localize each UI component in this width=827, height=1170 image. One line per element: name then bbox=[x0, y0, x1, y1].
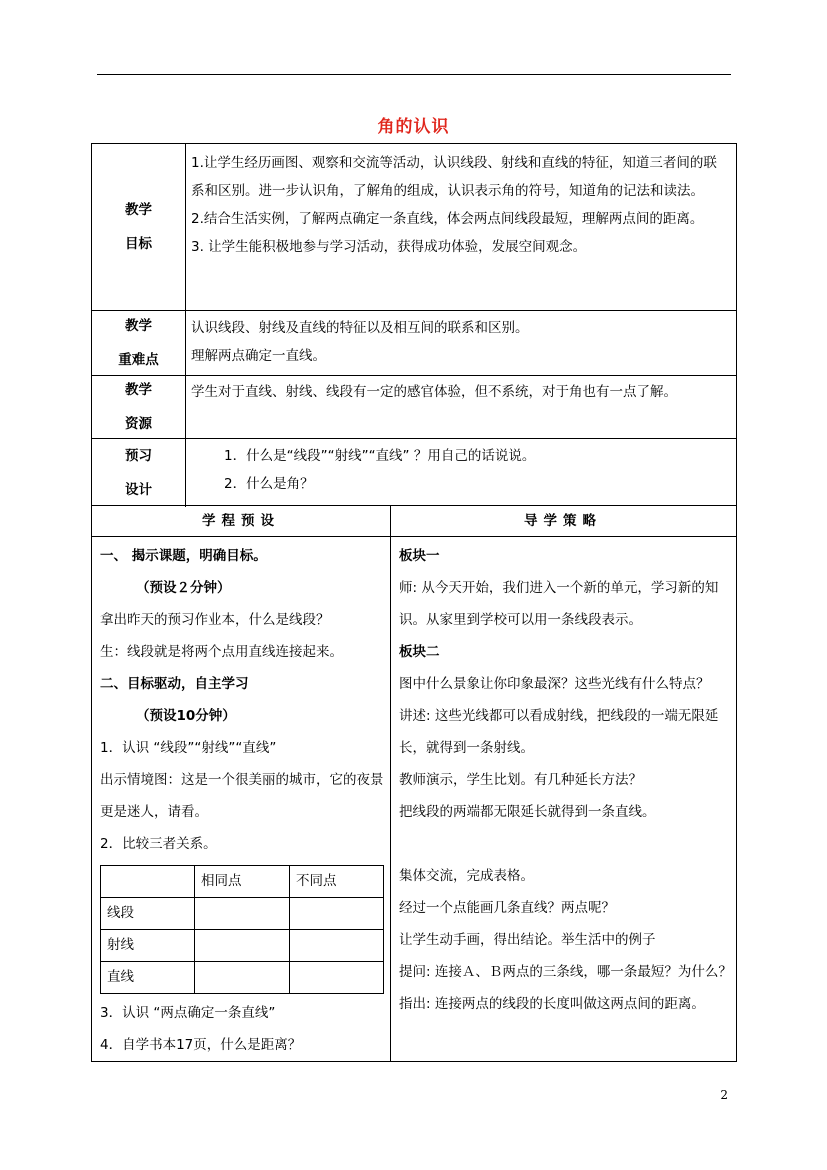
compare-cell bbox=[290, 898, 384, 930]
block2-line: 把线段的两端都无限延长就得到一条直线。 bbox=[399, 804, 656, 820]
section1-line: 拿出昨天的预习作业本，什么是线段？ bbox=[100, 612, 330, 628]
block2-line: 提问: 连接Ａ、Ｂ两点的三条线，哪一条最短？为什么？指出: 连接两点的线段的长度叫做这两点间的距离。 bbox=[399, 964, 732, 1012]
preview-row bbox=[92, 439, 736, 507]
compare-header-diff: 不同点 bbox=[290, 866, 384, 898]
goal-item: 3. 让学生能积极地参与学习活动，获得成功体验，发展空间观念。 bbox=[191, 239, 587, 255]
process-header bbox=[92, 506, 736, 537]
block1-text: 师: 从今天开始，我们进入一个新的单元，学习新的知识。从家里到学校可以用一条线段表示。 bbox=[399, 580, 719, 628]
resources-label: 教学 资源 bbox=[92, 376, 186, 438]
compare-corner-cell bbox=[101, 866, 195, 898]
compare-cell bbox=[195, 930, 290, 962]
key-points-content bbox=[186, 311, 736, 370]
learning-process-column bbox=[100, 540, 386, 1061]
compare-row-label: 线段 bbox=[101, 898, 195, 930]
compare-cell bbox=[290, 962, 384, 994]
compare-cell bbox=[195, 898, 290, 930]
compare-row-label: 射线 bbox=[101, 930, 195, 962]
header-right: 导学策略 bbox=[524, 513, 602, 529]
page-number: 2 bbox=[720, 1088, 728, 1102]
header-left: 学程预设 bbox=[202, 513, 280, 529]
section2-time: （预设10分钟） bbox=[136, 708, 236, 724]
compare-table bbox=[100, 865, 384, 994]
block2-line: 图中什么景象让你印象最深？这些光线有什么特点？ bbox=[399, 676, 710, 692]
block1-title: 板块一 bbox=[399, 548, 440, 564]
compare-cell bbox=[195, 962, 290, 994]
goals-content bbox=[186, 144, 736, 261]
section2-line: 出示情境图：这是一个很美丽的城市，它的夜景更是迷人，请看。 bbox=[100, 772, 384, 820]
resource-item: 学生对于直线、射线、线段有一定的感官体验，但不系统，对于角也有一点了解。 bbox=[191, 384, 677, 400]
preview-content bbox=[186, 439, 736, 498]
section2-line: 2．比较三者关系。 bbox=[100, 836, 217, 852]
section2-line: 4．自学书本17页，什么是距离？ bbox=[100, 1037, 302, 1053]
resources-content bbox=[186, 376, 736, 406]
preview-label: 预习 设计 bbox=[92, 439, 186, 507]
preview-item: 2．什么是角？ bbox=[224, 476, 314, 492]
compare-row-label: 直线 bbox=[101, 962, 195, 994]
resources-row bbox=[92, 376, 736, 439]
spacer bbox=[399, 828, 733, 860]
key-points-row bbox=[92, 311, 736, 376]
header-rule bbox=[97, 74, 731, 75]
goals-label: 教学 目标 bbox=[92, 144, 186, 310]
block2-line: 讲述: 这些光线都可以看成射线，把线段的一端无限延长，就得到一条射线。 bbox=[399, 708, 719, 756]
key-point-item: 理解两点确定一直线。 bbox=[191, 348, 326, 364]
block2-line: 集体交流，完成表格。 bbox=[399, 868, 534, 884]
compare-header-same: 相同点 bbox=[195, 866, 290, 898]
compare-cell bbox=[290, 930, 384, 962]
section1-line: 生：线段就是将两个点用直线连接起来。 bbox=[100, 644, 343, 660]
section2-title: 二、目标驱动，自主学习 bbox=[100, 676, 249, 692]
goal-item: 1.让学生经历画图、观察和交流等活动，认识线段、射线和直线的特征，知道三者间的联系和区别。进一步认识角，了解角的组成，认识表示角的符号，知道角的记法和读法。 bbox=[191, 155, 717, 199]
guidance-strategy-column bbox=[399, 540, 733, 1020]
section2-line: 3．认识 “两点确定一条直线” bbox=[100, 1005, 276, 1021]
key-point-item: 认识线段、射线及直线的特征以及相互间的联系和区别。 bbox=[191, 320, 529, 336]
key-points-label: 教学 重难点 bbox=[92, 311, 186, 375]
block2-line: 让学生动手画，得出结论。举生活中的例子 bbox=[399, 932, 656, 948]
column-divider bbox=[390, 506, 391, 1061]
section2-line: 1．认识 “线段”“射线”“直线” bbox=[100, 740, 277, 756]
goals-row bbox=[92, 144, 736, 311]
block2-title: 板块二 bbox=[399, 644, 440, 660]
process-table bbox=[91, 506, 737, 1062]
block2-line: 经过一个点能画几条直线？两点呢？ bbox=[399, 900, 615, 916]
preview-item: 1．什么是“线段”“射线”“直线” ？用自己的话说说。 bbox=[224, 448, 536, 464]
info-table bbox=[91, 143, 737, 506]
page-title: 角的认识 bbox=[377, 117, 450, 137]
goal-item: 2.结合生活实例，了解两点确定一条直线，体会两点间线段最短，理解两点间的距离。 bbox=[191, 211, 704, 227]
section1-title: 一、 揭示课题，明确目标。 bbox=[100, 548, 267, 564]
block2-line: 教师演示，学生比划。有几种延长方法？ bbox=[399, 772, 642, 788]
section1-time: （预设２分钟） bbox=[136, 580, 231, 596]
